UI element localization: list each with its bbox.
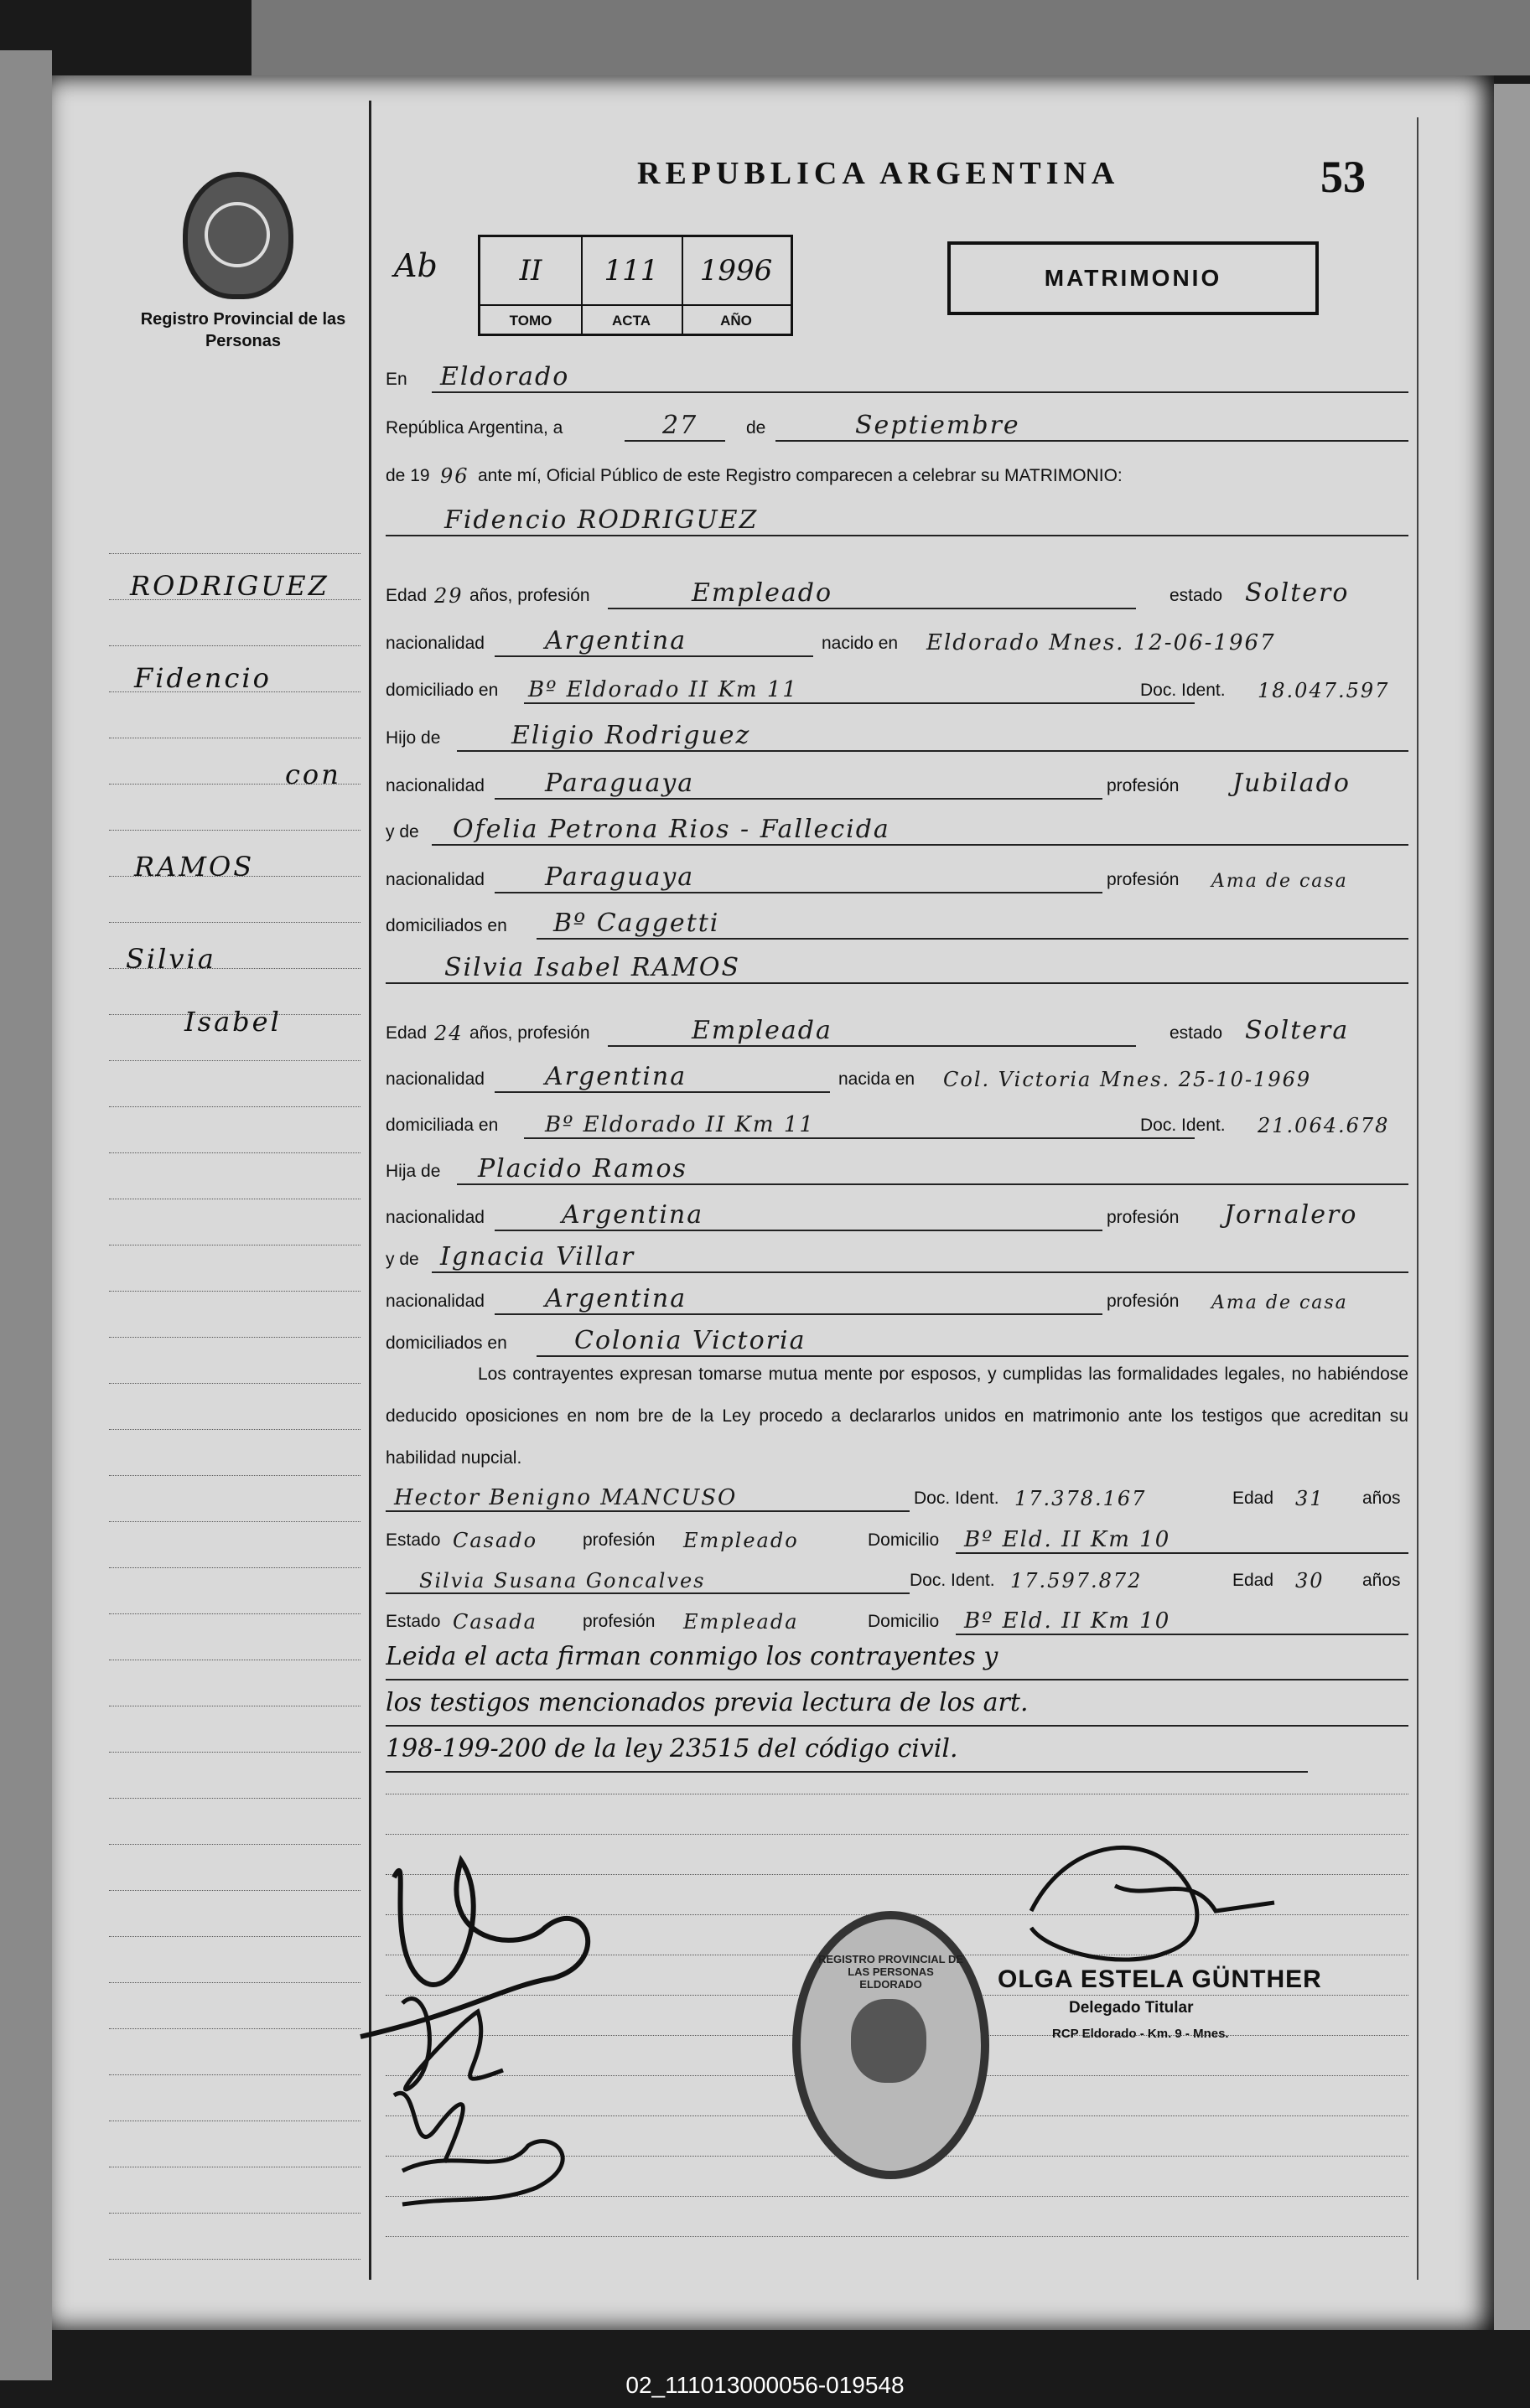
groom-parents-address: Bº Caggetti [553, 909, 720, 938]
ruled-line [109, 1521, 360, 1523]
ruled-line [386, 2236, 1408, 2238]
ruled-line [109, 2028, 360, 2030]
ruled-line [109, 1199, 360, 1200]
official-role: Delegado Titular [1069, 1999, 1194, 2017]
row-bride-age [386, 1010, 1408, 1054]
row-bride-mother-nat [386, 1278, 1408, 1322]
file-id: 02_111013000056-019548 [625, 2372, 905, 2398]
tomo-box [478, 235, 793, 336]
ruled-line [109, 922, 360, 924]
label-estado: Estado [386, 1530, 441, 1550]
bride-mother: Ignacia Villar [440, 1242, 635, 1271]
label-profesion: profesión [1107, 776, 1180, 795]
label-anos-prof: años, profesión [469, 586, 590, 605]
witness2-profession: Empleada [683, 1610, 799, 1634]
bride-parents-address: Colonia Victoria [574, 1326, 806, 1355]
witness2-name: Silvia Susana Goncalves [419, 1569, 706, 1592]
official-signature [998, 1810, 1283, 1978]
row-witness2 [386, 1557, 1408, 1601]
act-day: 27 [662, 411, 698, 440]
row-groom-father [386, 715, 1408, 759]
act-place: Eldorado [440, 362, 570, 391]
groom-doc: 18.047.597 [1258, 679, 1390, 702]
groom-mother-prof: Ama de casa [1211, 871, 1348, 892]
row-bride-mother [386, 1236, 1408, 1280]
ruled-line [109, 2074, 360, 2076]
ruled-line [109, 1706, 360, 1707]
ruled-line [109, 2213, 360, 2214]
label-estado: estado [1170, 1023, 1223, 1043]
ruled-line [109, 1429, 360, 1431]
acta-label: ACTA [581, 304, 683, 335]
groom-address: Bº Eldorado II Km 11 [528, 677, 798, 702]
ruled-line [109, 1660, 360, 1661]
book-spine [0, 50, 52, 2380]
bride-address: Bº Eldorado II Km 11 [545, 1112, 815, 1137]
ano-label: AÑO [682, 304, 791, 335]
label-doc: Doc. Ident. [1140, 681, 1226, 700]
bride-mother-prof: Ama de casa [1211, 1292, 1348, 1313]
row-bride-father [386, 1148, 1408, 1192]
ruled-line [109, 553, 360, 555]
groom-father-nat: Paraguaya [545, 769, 695, 798]
label-yde: y de [386, 1250, 419, 1269]
label-anos: años [1362, 1489, 1401, 1508]
groom-profession: Empleado [692, 578, 833, 608]
ruled-line [109, 1798, 360, 1800]
row-witness2-b [386, 1598, 1408, 1642]
ruled-line [109, 1152, 360, 1154]
label-de19: de 19 [386, 466, 430, 485]
label-domiciliados: domiciliados en [386, 1333, 507, 1353]
witness2-address: Bº Eld. II Km 10 [964, 1608, 1171, 1634]
label-anos-prof: años, profesión [469, 1023, 590, 1043]
bride-born: Col. Victoria Mnes. 25-10-1969 [943, 1068, 1312, 1091]
ruled-line [109, 1291, 360, 1292]
groom-father: Eligio Rodriguez [511, 721, 751, 750]
row-date [386, 405, 1408, 448]
registry-name: Registro Provincial de las Personas [140, 310, 346, 350]
label-edad: Edad [1232, 1489, 1274, 1508]
groom-nationality: Argentina [545, 626, 687, 655]
official-seal [792, 1911, 989, 2179]
act-type: MATRIMONIO [947, 241, 1319, 315]
act-month: Septiembre [855, 411, 1020, 440]
label-nacionalidad: nacionalidad [386, 1069, 485, 1089]
official-address: RCP Eldorado - Km. 9 - Mnes. [1052, 2027, 1229, 2041]
label-profesion: profesión [583, 1612, 656, 1631]
groom-mother-nat: Paraguaya [545, 862, 695, 892]
bride-father-nat: Argentina [562, 1200, 704, 1230]
tomo-label: TOMO [480, 304, 583, 335]
row-bride-father-nat [386, 1194, 1408, 1238]
ruled-line [109, 738, 360, 739]
act-year: 96 [440, 464, 469, 488]
right-border [1417, 117, 1418, 2280]
ruled-line [109, 1475, 360, 1477]
label-doc-ident: Doc. Ident. [910, 1571, 995, 1590]
paragraph-text: Los contrayentes expresan tomarse mutua mente por esposos, y cumplidas las formalidades legales, no habiéndose deducido oposiciones en nom bre de la Ley procedo a declararlos unidos en matrimonio ante los testigos que acreditan su habilidad nupcial. [386, 1365, 1408, 1468]
witness2-age: 30 [1295, 1569, 1325, 1592]
row-groom-parents-address [386, 903, 1408, 946]
label-en: En [386, 370, 407, 389]
ruled-line [386, 1794, 1408, 1795]
label-nacionalidad: nacionalidad [386, 1208, 485, 1227]
bride-father: Placido Ramos [478, 1154, 687, 1183]
ruled-line [109, 2167, 360, 2168]
row-place [386, 356, 1408, 400]
margin-name-bride: Silvia [126, 943, 216, 975]
row-bride-name [386, 947, 1408, 991]
bride-father-prof: Jornalero [1224, 1200, 1358, 1230]
ruled-line [109, 1245, 360, 1246]
witness1-profession: Empleado [683, 1529, 799, 1552]
ruled-line [109, 1844, 360, 1846]
tomo-value: II [480, 237, 583, 304]
ano-value: 1996 [699, 254, 773, 287]
label-profesion: profesión [583, 1530, 656, 1550]
bride-age: 24 [434, 1022, 464, 1045]
row-groom-address [386, 667, 1408, 711]
label-doc-ident: Doc. Ident. [914, 1489, 999, 1508]
label-profesion: profesión [1107, 1292, 1180, 1311]
label-edad: Edad [386, 586, 428, 605]
row-witness1-b [386, 1517, 1408, 1561]
witness1-address: Bº Eld. II Km 10 [964, 1527, 1171, 1552]
label-domiciliada: domiciliada en [386, 1116, 499, 1135]
margin-surname-bride: RAMOS [134, 851, 255, 883]
groom-father-prof: Jubilado [1232, 769, 1351, 798]
ruled-line [109, 645, 360, 647]
witness2-doc: 17.597.872 [1010, 1569, 1143, 1592]
label-edad: Edad [1232, 1571, 1274, 1590]
label-hijo: Hijo de [386, 728, 441, 748]
row-witness1 [386, 1475, 1408, 1519]
margin-name2-bride: Isabel [184, 1006, 282, 1038]
row-bride-nat [386, 1056, 1408, 1100]
label-yde: y de [386, 822, 419, 842]
row-year [386, 453, 1408, 496]
seal-text: REGISTRO PROVINCIAL DE LAS PERSONAS ELDORADO [817, 1953, 964, 1991]
witness1-status: Casado [453, 1529, 538, 1552]
row-groom-mother-nat [386, 857, 1408, 900]
closing-line-3: 198-199-200 de la ley 23515 del código civil. [386, 1731, 1308, 1773]
witness1-doc: 17.378.167 [1014, 1487, 1147, 1510]
groom-born: Eldorado Mnes. 12-06-1967 [926, 630, 1276, 655]
official-name: OLGA ESTELA GÜNTHER [998, 1965, 1322, 1993]
background-top [252, 0, 1530, 75]
acta-value: 111 [581, 237, 683, 304]
legal-paragraph [386, 1354, 1408, 1479]
row-groom-father-nat [386, 763, 1408, 806]
ruled-line [109, 1752, 360, 1753]
label-domicilio: Domicilio [868, 1612, 940, 1631]
label-estado: Estado [386, 1612, 441, 1631]
bride-name: Silvia Isabel RAMOS [444, 953, 741, 982]
ruled-line [109, 1060, 360, 1062]
ruled-line [109, 1383, 360, 1385]
ruled-line [109, 1982, 360, 1984]
label-profesion: profesión [1107, 1208, 1180, 1227]
closing-line-1: Leida el acta firman conmigo los contrayentes y [386, 1639, 1408, 1680]
contractant-signatures [335, 1810, 637, 2213]
label-anos: años [1362, 1571, 1401, 1590]
label-nacionalidad: nacionalidad [386, 1292, 485, 1311]
ruled-line [109, 1936, 360, 1938]
row-groom-nat [386, 620, 1408, 664]
margin-name-groom: Fidencio [134, 662, 272, 694]
row-bride-address [386, 1102, 1408, 1146]
row-groom-mother [386, 809, 1408, 852]
label-nacido: nacido en [822, 634, 899, 653]
witness1-name: Hector Benigno MANCUSO [394, 1485, 738, 1510]
bride-profession: Empleada [692, 1016, 832, 1045]
label-estado: estado [1170, 586, 1223, 605]
label-edad: Edad [386, 1023, 428, 1043]
label-profesion: profesión [1107, 870, 1180, 889]
row-groom-name [386, 500, 1408, 543]
margin-surname-groom: RODRIGUEZ [130, 570, 329, 602]
label-nacida: nacida en [838, 1069, 915, 1089]
closing-line-2: los testigos mencionados previa lectura de los art. [386, 1685, 1408, 1727]
label-nacionalidad: nacionalidad [386, 870, 485, 889]
groom-mother: Ofelia Petrona Rios - Fallecida [453, 815, 890, 844]
page-number: 53 [1320, 152, 1366, 202]
row-groom-age [386, 572, 1408, 616]
label-doc: Doc. Ident. [1140, 1116, 1226, 1135]
label-nacionalidad: nacionalidad [386, 634, 485, 653]
ab-mark: Ab [394, 247, 438, 284]
label-republica: República Argentina, a [386, 418, 563, 438]
page-title: REPUBLICA ARGENTINA [637, 156, 1120, 191]
groom-name: Fidencio RODRIGUEZ [444, 505, 759, 535]
label-domicilio: Domicilio [868, 1530, 940, 1550]
ruled-line [109, 830, 360, 831]
label-hija: Hija de [386, 1162, 441, 1181]
groom-age: 29 [434, 584, 464, 608]
ruled-line [109, 2259, 360, 2260]
margin-con: con [285, 759, 341, 790]
label-domiciliados: domiciliados en [386, 916, 507, 935]
groom-status: Soltero [1245, 578, 1350, 608]
bride-doc: 21.064.678 [1258, 1114, 1390, 1137]
label-de: de [746, 418, 766, 438]
ruled-line [109, 1890, 360, 1892]
bride-nationality: Argentina [545, 1062, 687, 1091]
ruled-line [109, 1337, 360, 1339]
bride-mother-nat: Argentina [545, 1284, 687, 1313]
page-edge [1494, 84, 1530, 2330]
bride-status: Soltera [1245, 1016, 1350, 1045]
witness1-age: 31 [1295, 1487, 1325, 1510]
ruled-line [109, 1567, 360, 1569]
witness2-status: Casada [453, 1610, 537, 1634]
label-nacionalidad: nacionalidad [386, 776, 485, 795]
label-domiciliado: domiciliado en [386, 681, 499, 700]
coat-of-arms-icon [183, 172, 293, 299]
ruled-line [109, 1613, 360, 1615]
ruled-line [109, 2121, 360, 2122]
label-ante: ante mí, Oficial Público de este Registro comparecen a celebrar su MATRIMONIO: [478, 466, 1123, 485]
ruled-line [109, 1106, 360, 1108]
